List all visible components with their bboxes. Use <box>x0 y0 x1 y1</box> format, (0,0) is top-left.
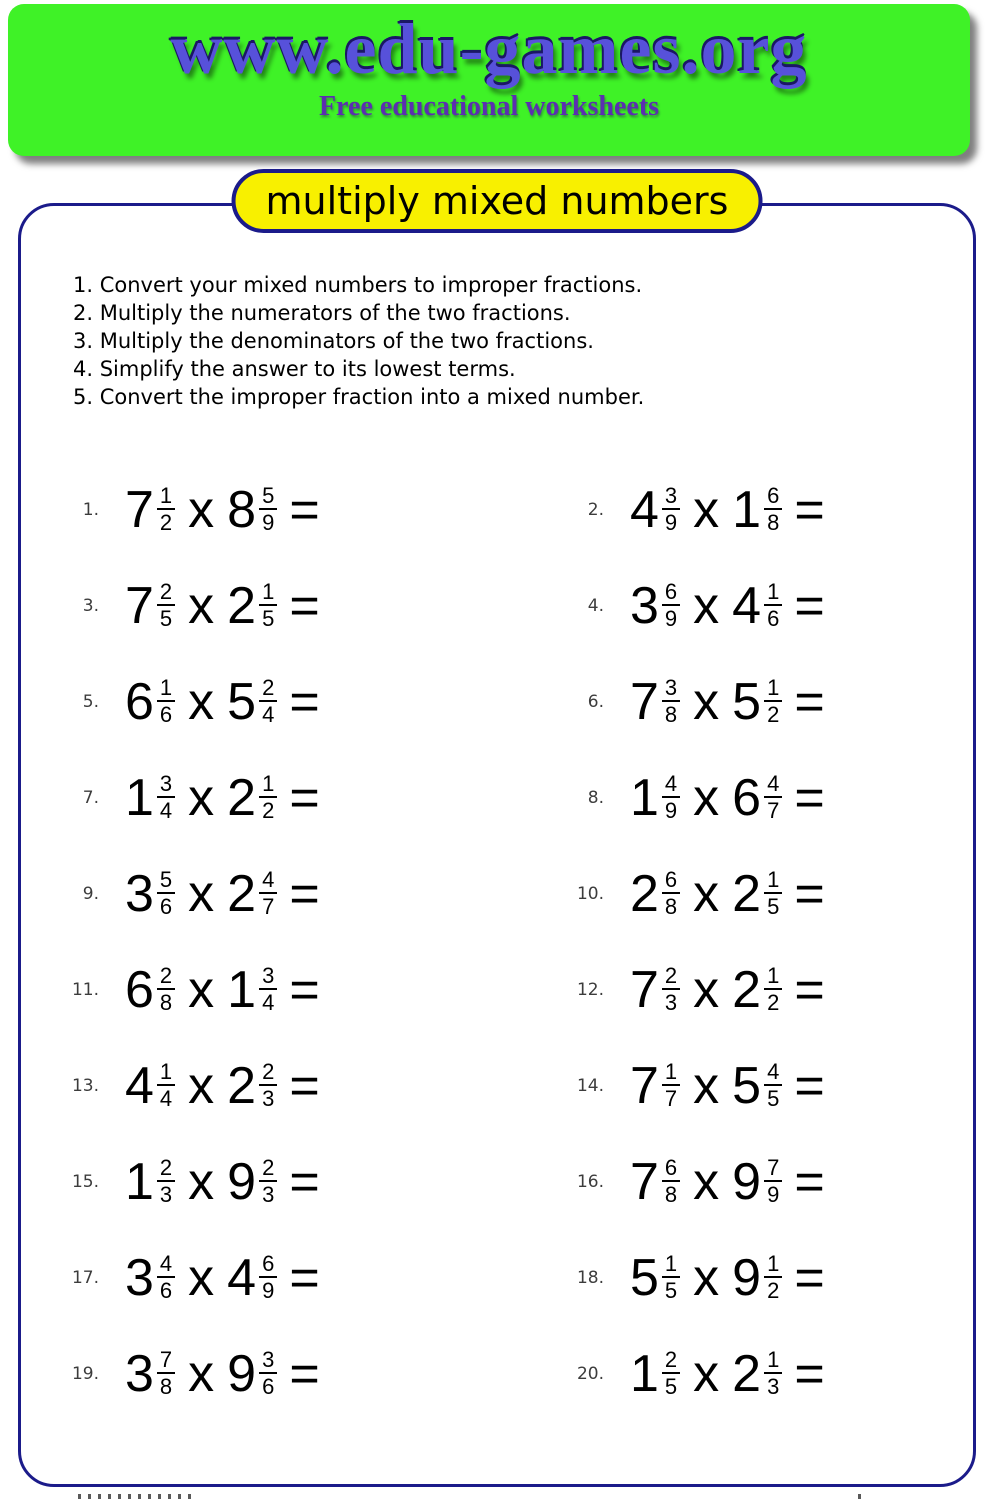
problem-expression <box>630 1248 825 1307</box>
problem-expression <box>125 1248 320 1307</box>
first-fraction <box>662 1156 680 1206</box>
first-numerator: 3 <box>662 484 680 510</box>
first-whole: 4 <box>630 480 659 539</box>
second-denominator: 3 <box>262 1085 275 1111</box>
problem-row <box>546 750 973 846</box>
second-denominator: 2 <box>767 1277 780 1303</box>
equals-sign: = <box>794 960 825 1019</box>
first-denominator: 9 <box>664 797 678 823</box>
first-numerator: 5 <box>157 868 175 894</box>
second-numerator: 1 <box>764 1348 782 1374</box>
first-denominator: 8 <box>664 701 678 727</box>
second-fraction <box>259 868 277 918</box>
second-numerator: 4 <box>259 868 277 894</box>
equals-sign: = <box>289 1152 320 1211</box>
second-whole: 8 <box>227 480 257 539</box>
multiply-sign: x <box>693 576 720 635</box>
problem-row <box>546 1230 973 1326</box>
second-numerator: 2 <box>259 676 277 702</box>
first-denominator: 3 <box>159 1181 173 1207</box>
equals-sign: = <box>794 672 825 731</box>
second-denominator: 9 <box>262 1277 275 1303</box>
problem-number: 12. <box>576 979 604 1000</box>
second-fraction <box>764 676 782 726</box>
first-fraction <box>662 580 680 630</box>
second-denominator: 5 <box>767 1085 780 1111</box>
first-numerator: 6 <box>662 868 680 894</box>
problem-number: 11. <box>71 979 99 1000</box>
problem-expression <box>630 768 825 827</box>
second-fraction <box>259 964 277 1014</box>
first-numerator: 2 <box>662 1348 680 1374</box>
first-denominator: 8 <box>159 989 173 1015</box>
problem-expression <box>630 672 825 731</box>
equals-sign: = <box>289 672 320 731</box>
first-fraction <box>662 676 680 726</box>
first-numerator: 1 <box>662 1252 680 1278</box>
second-denominator: 4 <box>262 989 275 1015</box>
second-whole: 1 <box>227 960 257 1019</box>
second-numerator: 6 <box>259 1252 277 1278</box>
second-numerator: 5 <box>259 484 277 510</box>
first-whole: 3 <box>125 1248 154 1307</box>
second-whole: 2 <box>227 768 257 827</box>
equals-sign: = <box>289 864 320 923</box>
problem-expression <box>630 1152 825 1211</box>
bottom-cutoff-mark <box>858 1494 861 1499</box>
second-whole: 2 <box>227 864 257 923</box>
bottom-cutoff-text <box>78 1494 198 1499</box>
problem-number: 1. <box>82 499 99 520</box>
second-fraction <box>764 964 782 1014</box>
second-numerator: 4 <box>764 1060 782 1086</box>
equals-sign: = <box>794 1056 825 1115</box>
second-whole: 4 <box>227 1248 257 1307</box>
multiply-sign: x <box>188 576 215 635</box>
multiply-sign: x <box>693 1152 720 1211</box>
problem-row <box>41 846 546 942</box>
worksheet-frame <box>18 179 976 1487</box>
site-header <box>8 4 970 156</box>
first-whole: 7 <box>125 480 154 539</box>
first-fraction <box>662 484 680 534</box>
second-numerator: 6 <box>764 484 782 510</box>
multiply-sign: x <box>693 1248 720 1307</box>
problem-expression <box>125 672 320 731</box>
first-fraction <box>662 1060 680 1110</box>
problem-number: 19. <box>71 1363 99 1384</box>
second-denominator: 2 <box>262 797 275 823</box>
first-denominator: 6 <box>159 701 173 727</box>
second-fraction <box>259 1060 277 1110</box>
first-denominator: 4 <box>159 797 173 823</box>
second-fraction <box>764 772 782 822</box>
second-whole: 2 <box>732 1344 762 1403</box>
first-fraction <box>157 772 175 822</box>
first-numerator: 4 <box>157 1252 175 1278</box>
problem-row <box>41 654 546 750</box>
problem-row <box>546 846 973 942</box>
first-denominator: 8 <box>664 1181 678 1207</box>
problem-row <box>41 750 546 846</box>
second-numerator: 1 <box>764 1252 782 1278</box>
first-numerator: 1 <box>157 676 175 702</box>
problems-grid <box>41 462 973 1422</box>
problem-expression <box>630 1344 825 1403</box>
equals-sign: = <box>289 960 320 1019</box>
instruction-line: 1. Convert your mixed numbers to improper fractions. <box>73 273 643 297</box>
second-whole: 9 <box>732 1152 762 1211</box>
instruction-line: 3. Multiply the denominators of the two fractions. <box>73 328 594 353</box>
second-fraction <box>764 868 782 918</box>
second-fraction <box>764 580 782 630</box>
first-denominator: 8 <box>159 1373 173 1399</box>
first-whole: 1 <box>630 768 659 827</box>
problem-number: 18. <box>576 1267 604 1288</box>
equals-sign: = <box>794 480 825 539</box>
second-denominator: 5 <box>767 893 780 919</box>
first-numerator: 2 <box>662 964 680 990</box>
second-denominator: 3 <box>767 1373 780 1399</box>
second-fraction <box>259 676 277 726</box>
problem-number: 6. <box>587 691 604 712</box>
first-whole: 1 <box>125 768 154 827</box>
problem-expression <box>125 768 320 827</box>
first-numerator: 2 <box>157 580 175 606</box>
problem-number: 20. <box>576 1363 604 1384</box>
first-fraction <box>157 1060 175 1110</box>
problem-row <box>546 654 973 750</box>
second-whole: 2 <box>732 864 762 923</box>
second-numerator: 1 <box>259 580 277 606</box>
first-denominator: 4 <box>159 1085 173 1111</box>
second-denominator: 7 <box>767 797 780 823</box>
first-numerator: 2 <box>157 1156 175 1182</box>
problem-row <box>546 462 973 558</box>
problem-expression <box>630 960 825 1019</box>
first-numerator: 1 <box>157 1060 175 1086</box>
second-whole: 5 <box>732 672 762 731</box>
problem-row <box>546 1326 973 1422</box>
second-numerator: 3 <box>259 964 277 990</box>
second-numerator: 1 <box>764 580 782 606</box>
equals-sign: = <box>289 1248 320 1307</box>
multiply-sign: x <box>693 864 720 923</box>
problem-expression <box>125 576 320 635</box>
instructions-list <box>73 272 973 412</box>
second-whole: 5 <box>227 672 257 731</box>
problem-number: 2. <box>587 499 604 520</box>
second-numerator: 1 <box>764 964 782 990</box>
equals-sign: = <box>794 576 825 635</box>
first-whole: 5 <box>630 1248 659 1307</box>
second-denominator: 5 <box>262 605 275 631</box>
first-numerator: 6 <box>662 580 680 606</box>
first-numerator: 6 <box>662 1156 680 1182</box>
second-fraction <box>259 1156 277 1206</box>
multiply-sign: x <box>188 768 215 827</box>
problem-number: 10. <box>576 883 604 904</box>
second-denominator: 3 <box>262 1181 275 1207</box>
second-fraction <box>259 580 277 630</box>
problem-number: 13. <box>71 1075 99 1096</box>
second-denominator: 8 <box>767 509 780 535</box>
first-numerator: 7 <box>157 1348 175 1374</box>
multiply-sign: x <box>693 480 720 539</box>
second-numerator: 1 <box>764 676 782 702</box>
first-denominator: 7 <box>664 1085 678 1111</box>
first-whole: 7 <box>630 1056 659 1115</box>
second-fraction <box>259 1348 277 1398</box>
first-fraction <box>662 1252 680 1302</box>
second-denominator: 9 <box>767 1181 780 1207</box>
first-fraction <box>157 964 175 1014</box>
problem-row <box>41 1134 546 1230</box>
second-denominator: 9 <box>262 509 275 535</box>
first-denominator: 5 <box>664 1277 678 1303</box>
second-fraction <box>764 1252 782 1302</box>
multiply-sign: x <box>188 1152 215 1211</box>
first-denominator: 2 <box>159 509 173 535</box>
first-whole: 1 <box>630 1344 659 1403</box>
first-fraction <box>662 1348 680 1398</box>
multiply-sign: x <box>188 864 215 923</box>
multiply-sign: x <box>693 672 720 731</box>
second-whole: 2 <box>227 576 257 635</box>
second-numerator: 2 <box>259 1156 277 1182</box>
first-whole: 7 <box>630 672 659 731</box>
second-numerator: 3 <box>259 1348 277 1374</box>
problem-number: 9. <box>82 883 99 904</box>
first-fraction <box>157 580 175 630</box>
first-numerator: 1 <box>157 484 175 510</box>
first-fraction <box>157 1156 175 1206</box>
problem-expression <box>630 864 825 923</box>
problem-row <box>546 1038 973 1134</box>
problem-row <box>41 558 546 654</box>
multiply-sign: x <box>188 1056 215 1115</box>
first-denominator: 5 <box>159 605 173 631</box>
equals-sign: = <box>289 576 320 635</box>
multiply-sign: x <box>693 768 720 827</box>
instruction-line: 4. Simplify the answer to its lowest terms. <box>73 356 516 381</box>
problem-expression <box>630 1056 825 1115</box>
equals-sign: = <box>794 1248 825 1307</box>
multiply-sign: x <box>188 960 215 1019</box>
equals-sign: = <box>289 480 320 539</box>
multiply-sign: x <box>693 960 720 1019</box>
multiply-sign: x <box>693 1344 720 1403</box>
first-fraction <box>662 868 680 918</box>
multiply-sign: x <box>693 1056 720 1115</box>
second-whole: 6 <box>732 768 762 827</box>
second-numerator: 4 <box>764 772 782 798</box>
first-numerator: 1 <box>662 1060 680 1086</box>
problem-number: 8. <box>587 787 604 808</box>
second-fraction <box>764 484 782 534</box>
first-numerator: 3 <box>662 676 680 702</box>
equals-sign: = <box>289 768 320 827</box>
first-denominator: 6 <box>159 893 173 919</box>
problem-row <box>546 1134 973 1230</box>
problem-row <box>41 1038 546 1134</box>
problem-row <box>546 942 973 1038</box>
problem-expression <box>125 864 320 923</box>
problem-number: 4. <box>587 595 604 616</box>
first-whole: 6 <box>125 960 154 1019</box>
equals-sign: = <box>794 768 825 827</box>
problem-expression <box>630 480 825 539</box>
problem-number: 5. <box>82 691 99 712</box>
problem-expression <box>125 480 320 539</box>
problem-row <box>41 1230 546 1326</box>
second-denominator: 4 <box>262 701 275 727</box>
problem-row <box>41 1326 546 1422</box>
second-fraction <box>259 484 277 534</box>
instruction-line: 5. Convert the improper fraction into a mixed number. <box>73 384 645 409</box>
second-denominator: 7 <box>262 893 275 919</box>
first-fraction <box>157 484 175 534</box>
first-denominator: 5 <box>664 1373 678 1399</box>
first-numerator: 4 <box>662 772 680 798</box>
first-whole: 3 <box>125 1344 154 1403</box>
first-whole: 7 <box>125 576 154 635</box>
problem-number: 16. <box>576 1171 604 1192</box>
first-denominator: 3 <box>664 989 678 1015</box>
first-denominator: 9 <box>664 509 678 535</box>
second-numerator: 2 <box>259 1060 277 1086</box>
first-whole: 3 <box>630 576 659 635</box>
second-whole: 2 <box>227 1056 257 1115</box>
worksheet-title: multiply mixed numbers <box>232 169 763 233</box>
instruction-line: 2. Multiply the numerators of the two fractions. <box>73 300 571 325</box>
site-logo: www.edu-games.org <box>170 9 808 89</box>
problem-number: 17. <box>71 1267 99 1288</box>
multiply-sign: x <box>188 480 215 539</box>
first-fraction <box>157 1252 175 1302</box>
second-fraction <box>764 1348 782 1398</box>
second-numerator: 1 <box>259 772 277 798</box>
first-fraction <box>157 676 175 726</box>
second-whole: 5 <box>732 1056 762 1115</box>
first-denominator: 6 <box>159 1277 173 1303</box>
problem-expression <box>630 576 825 635</box>
problem-number: 3. <box>82 595 99 616</box>
first-whole: 7 <box>630 960 659 1019</box>
first-denominator: 8 <box>664 893 678 919</box>
first-numerator: 2 <box>157 964 175 990</box>
second-fraction <box>764 1060 782 1110</box>
equals-sign: = <box>289 1344 320 1403</box>
second-whole: 9 <box>732 1248 762 1307</box>
problem-expression <box>125 1056 320 1115</box>
problem-number: 14. <box>576 1075 604 1096</box>
second-whole: 9 <box>227 1152 257 1211</box>
problem-row <box>546 558 973 654</box>
equals-sign: = <box>794 864 825 923</box>
second-denominator: 2 <box>767 701 780 727</box>
second-whole: 4 <box>732 576 762 635</box>
multiply-sign: x <box>188 1248 215 1307</box>
first-fraction <box>157 1348 175 1398</box>
problem-expression <box>125 960 320 1019</box>
problem-number: 7. <box>82 787 99 808</box>
problem-row <box>41 942 546 1038</box>
problem-number: 15. <box>71 1171 99 1192</box>
second-denominator: 6 <box>262 1373 275 1399</box>
problem-row <box>41 462 546 558</box>
first-whole: 2 <box>630 864 659 923</box>
first-whole: 6 <box>125 672 154 731</box>
problem-expression <box>125 1344 320 1403</box>
equals-sign: = <box>794 1152 825 1211</box>
second-denominator: 2 <box>767 989 780 1015</box>
first-fraction <box>662 964 680 1014</box>
second-numerator: 7 <box>764 1156 782 1182</box>
first-fraction <box>157 868 175 918</box>
first-whole: 1 <box>125 1152 154 1211</box>
first-whole: 4 <box>125 1056 154 1115</box>
equals-sign: = <box>289 1056 320 1115</box>
site-tagline: Free educational worksheets <box>318 91 660 122</box>
second-whole: 2 <box>732 960 762 1019</box>
second-fraction <box>764 1156 782 1206</box>
second-fraction <box>259 772 277 822</box>
multiply-sign: x <box>188 672 215 731</box>
second-denominator: 6 <box>767 605 780 631</box>
first-fraction <box>662 772 680 822</box>
first-numerator: 3 <box>157 772 175 798</box>
second-whole: 1 <box>732 480 762 539</box>
second-whole: 9 <box>227 1344 257 1403</box>
first-whole: 7 <box>630 1152 659 1211</box>
multiply-sign: x <box>188 1344 215 1403</box>
second-numerator: 1 <box>764 868 782 894</box>
equals-sign: = <box>794 1344 825 1403</box>
problem-expression <box>125 1152 320 1211</box>
second-fraction <box>259 1252 277 1302</box>
first-denominator: 9 <box>664 605 678 631</box>
first-whole: 3 <box>125 864 154 923</box>
